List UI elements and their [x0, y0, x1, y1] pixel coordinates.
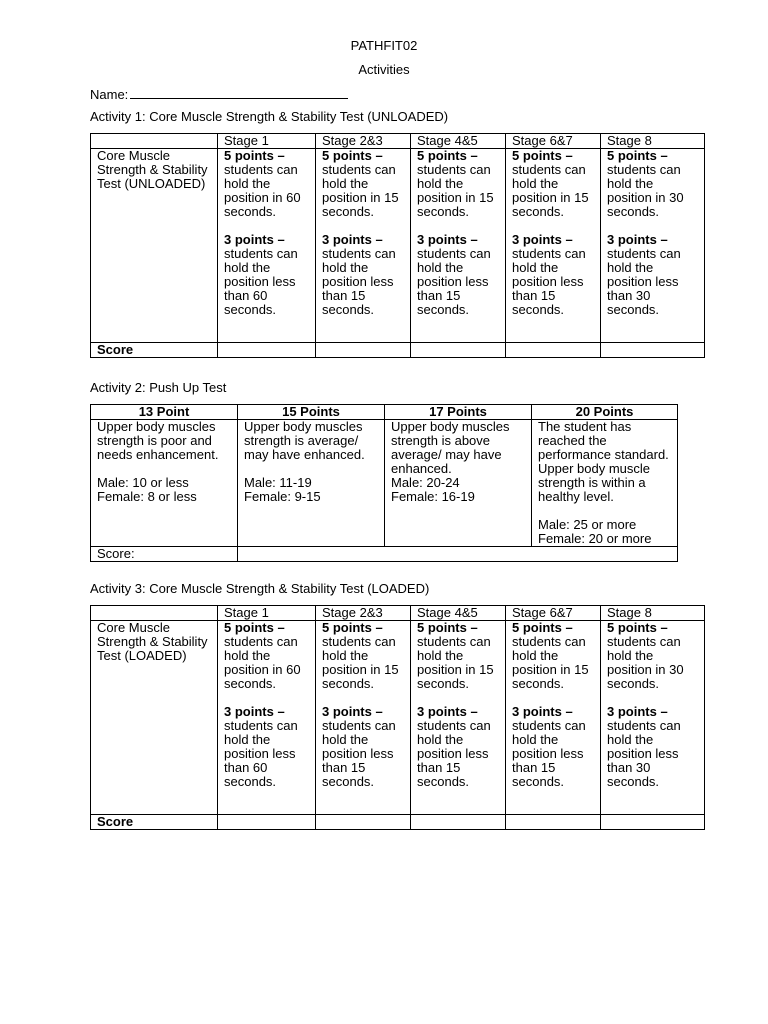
- activity3-score-label: Score: [91, 815, 218, 830]
- activity1-criteria-cell: [316, 149, 411, 343]
- activity1-stage-header: Stage 8: [601, 134, 705, 149]
- three-points-label: 3 points –: [417, 704, 478, 719]
- activity1-stage-header: Stage 6&7: [506, 134, 601, 149]
- five-points-label: 5 points –: [322, 148, 383, 163]
- activity2-criteria-cell: [91, 420, 238, 547]
- female-range: Female: 9-15: [244, 489, 321, 504]
- activity1-stage-header: Stage 2&3: [316, 134, 411, 149]
- three-points-text: students can hold the position less than 30 seconds.: [607, 246, 681, 317]
- three-points-text: students can hold the position less than 15 seconds.: [512, 246, 586, 317]
- activity3-criteria-row: [91, 621, 705, 815]
- activity3-score-cell[interactable]: [218, 815, 316, 830]
- five-points-text: students can hold the position in 30 seconds.: [607, 634, 684, 691]
- activity3-criteria-cell: [411, 621, 506, 815]
- name-blank-line[interactable]: [130, 86, 348, 99]
- activity1-score-cell[interactable]: [506, 343, 601, 358]
- activity1-score-cell[interactable]: [316, 343, 411, 358]
- activity3-criteria-cell: [601, 621, 705, 815]
- activity2-header-row: [91, 405, 678, 420]
- three-points-label: 3 points –: [322, 232, 383, 247]
- three-points-label: 3 points –: [224, 232, 285, 247]
- three-points-text: students can hold the position less than 15 seconds.: [512, 718, 586, 789]
- three-points-label: 3 points –: [417, 232, 478, 247]
- activity1-stage-header: Stage 1: [218, 134, 316, 149]
- activity1-header-row: [91, 134, 705, 149]
- strength-description: Upper body muscles strength is average/ may have enhanced.: [244, 419, 365, 462]
- activity3-table: [90, 605, 705, 830]
- activity1-criteria-cell: [218, 149, 316, 343]
- female-range: Female: 16-19: [391, 489, 475, 504]
- three-points-text: students can hold the position less than 60 seconds.: [224, 718, 298, 789]
- activity2-criteria-cell: [238, 420, 385, 547]
- three-points-label: 3 points –: [322, 704, 383, 719]
- activity1-table: [90, 133, 705, 358]
- activity2-score-cell[interactable]: [238, 547, 678, 562]
- activity3-score-cell[interactable]: [601, 815, 705, 830]
- three-points-label: 3 points –: [607, 704, 668, 719]
- five-points-label: 5 points –: [224, 620, 285, 635]
- activity3-row-label: Core Muscle Strength & Stability Test (LOADED): [91, 621, 218, 815]
- activity3-score-cell[interactable]: [506, 815, 601, 830]
- activity3-stage-header: Stage 2&3: [316, 606, 411, 621]
- five-points-text: students can hold the position in 15 seconds.: [417, 634, 494, 691]
- activity1-score-cell[interactable]: [218, 343, 316, 358]
- activity3-stage-header: Stage 8: [601, 606, 705, 621]
- activity3-criteria-cell: [506, 621, 601, 815]
- five-points-text: students can hold the position in 30 seconds.: [607, 162, 684, 219]
- three-points-text: students can hold the position less than 60 seconds.: [224, 246, 298, 317]
- activity2-criteria-row: [91, 420, 678, 547]
- activity3-stage-header: Stage 1: [218, 606, 316, 621]
- activity1-score-label: Score: [91, 343, 218, 358]
- three-points-label: 3 points –: [607, 232, 668, 247]
- activity2-score-label: Score:: [91, 547, 238, 562]
- activity2-criteria-cell: [532, 420, 678, 547]
- five-points-label: 5 points –: [512, 620, 573, 635]
- five-points-text: students can hold the position in 15 seconds.: [322, 162, 399, 219]
- activity2-score-row: [91, 547, 678, 562]
- strength-description: The student has reached the performance standard. Upper body muscle strength is within a healthy level.: [538, 419, 669, 504]
- five-points-text: students can hold the position in 15 seconds.: [512, 162, 589, 219]
- male-range: Male: 20-24: [391, 475, 460, 490]
- activity3-corner-cell: [91, 606, 218, 621]
- five-points-text: students can hold the position in 15 seconds.: [512, 634, 589, 691]
- activity1-criteria-cell: [411, 149, 506, 343]
- activity1-score-cell[interactable]: [411, 343, 506, 358]
- activity3-header-row: [91, 606, 705, 621]
- activity3-criteria-cell: [316, 621, 411, 815]
- three-points-text: students can hold the position less than 15 seconds.: [322, 718, 396, 789]
- three-points-text: students can hold the position less than 15 seconds.: [417, 246, 491, 317]
- activity2-title: Activity 2: Push Up Test: [90, 380, 227, 395]
- activity3-criteria-cell: [218, 621, 316, 815]
- activity1-score-cell[interactable]: [601, 343, 705, 358]
- male-range: Male: 11-19: [244, 475, 312, 490]
- five-points-label: 5 points –: [322, 620, 383, 635]
- five-points-label: 5 points –: [417, 148, 478, 163]
- five-points-label: 5 points –: [512, 148, 573, 163]
- activity3-score-cell[interactable]: [316, 815, 411, 830]
- five-points-label: 5 points –: [607, 620, 668, 635]
- five-points-label: 5 points –: [417, 620, 478, 635]
- activity1-stage-header: Stage 4&5: [411, 134, 506, 149]
- activity1-corner-cell: [91, 134, 218, 149]
- activity2-criteria-cell: [385, 420, 532, 547]
- three-points-text: students can hold the position less than 30 seconds.: [607, 718, 681, 789]
- three-points-label: 3 points –: [224, 704, 285, 719]
- page-subtitle: Activities: [358, 62, 410, 77]
- activity2-points-header: 20 Points: [532, 405, 678, 420]
- activity1-criteria-cell: [506, 149, 601, 343]
- name-label: Name:: [90, 87, 129, 102]
- activity2-points-header: 15 Points: [238, 405, 385, 420]
- activity1-title: Activity 1: Core Muscle Strength & Stability Test (UNLOADED): [90, 109, 449, 124]
- male-range: Male: 25 or more: [538, 517, 637, 532]
- activity2-points-header: 17 Points: [385, 405, 532, 420]
- five-points-text: students can hold the position in 15 seconds.: [322, 634, 399, 691]
- five-points-label: 5 points –: [224, 148, 285, 163]
- activity3-title: Activity 3: Core Muscle Strength & Stability Test (LOADED): [90, 581, 430, 596]
- three-points-label: 3 points –: [512, 232, 573, 247]
- five-points-text: students can hold the position in 60 seconds.: [224, 162, 301, 219]
- activity3-score-cell[interactable]: [411, 815, 506, 830]
- activity3-stage-header: Stage 4&5: [411, 606, 506, 621]
- activity3-score-row: [91, 815, 705, 830]
- five-points-label: 5 points –: [607, 148, 668, 163]
- female-range: Female: 8 or less: [97, 489, 197, 504]
- activity1-score-row: [91, 343, 705, 358]
- name-field[interactable]: [90, 86, 348, 102]
- three-points-text: students can hold the position less than 15 seconds.: [417, 718, 491, 789]
- activity1-criteria-cell: [601, 149, 705, 343]
- five-points-text: students can hold the position in 15 seconds.: [417, 162, 494, 219]
- activity3-stage-header: Stage 6&7: [506, 606, 601, 621]
- five-points-text: students can hold the position in 60 seconds.: [224, 634, 301, 691]
- strength-description: Upper body muscles strength is poor and needs enhancement.: [97, 419, 219, 462]
- three-points-label: 3 points –: [512, 704, 573, 719]
- activity2-points-header: 13 Point: [91, 405, 238, 420]
- male-range: Male: 10 or less: [97, 475, 189, 490]
- female-range: Female: 20 or more: [538, 531, 652, 546]
- activity1-row-label: Core Muscle Strength & Stability Test (UNLOADED): [91, 149, 218, 343]
- course-code: PATHFIT02: [350, 38, 418, 53]
- activity2-table: [90, 404, 678, 562]
- strength-description: Upper body muscles strength is above average/ may have enhanced.: [391, 419, 510, 476]
- activity1-criteria-row: [91, 149, 705, 343]
- three-points-text: students can hold the position less than 15 seconds.: [322, 246, 396, 317]
